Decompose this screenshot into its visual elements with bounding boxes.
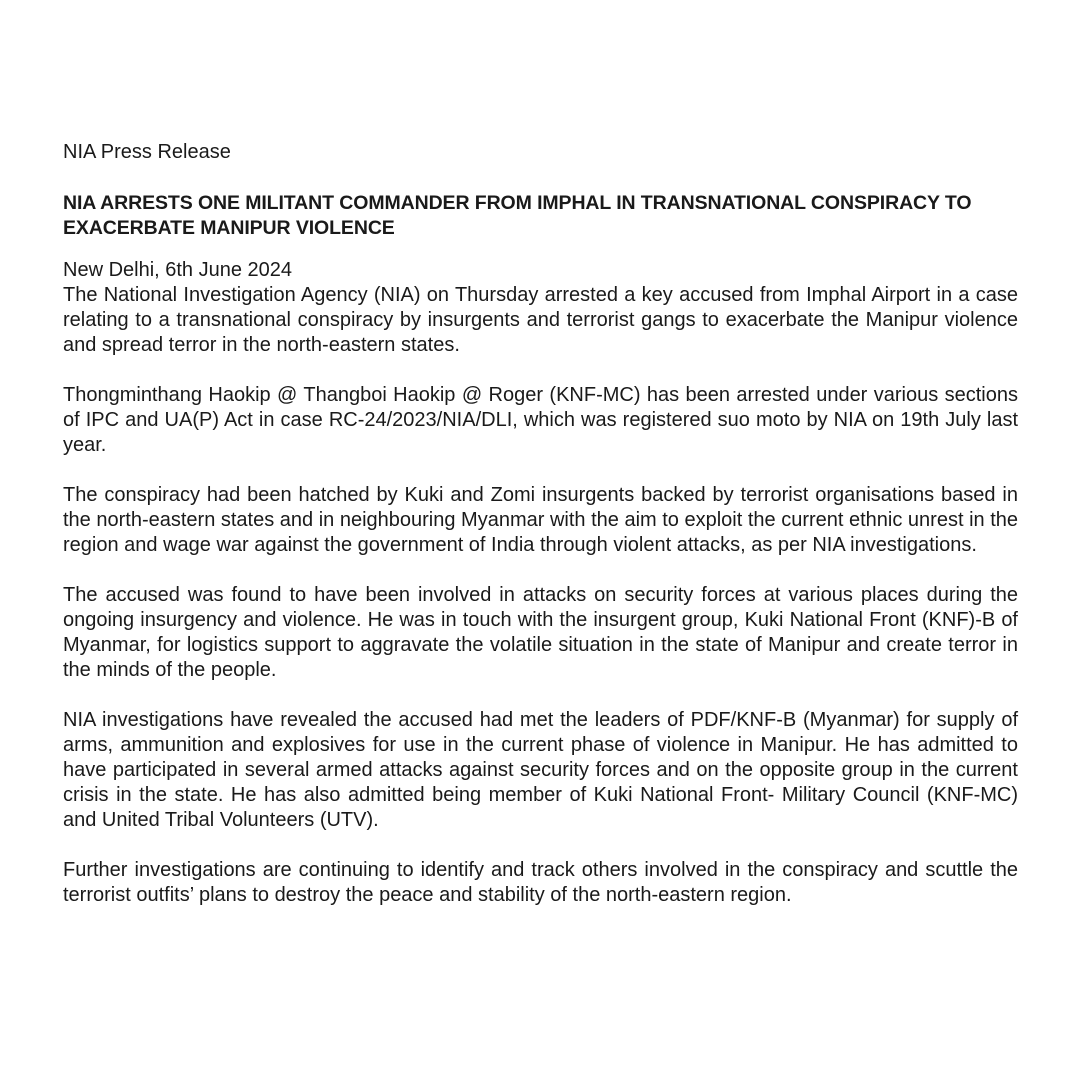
dateline: New Delhi, 6th June 2024: [63, 259, 293, 281]
paragraph-investigation-findings: NIA investigations have revealed the accused had met the leaders of PDF/KNF-B (Myanmar) for supply of arms, ammunition and explosives for use in the current phase of violence in Manipur. He has admitted to have participated in several armed attacks against security forces and on the opposite group in the current crisis in the state. He has also admitted being member of Kuki National Front- Military Council (KNF-MC) and United Tribal Volunteers (UTV).: [63, 709, 1018, 831]
paragraph-conspiracy: The conspiracy had been hatched by Kuki and Zomi insurgents backed by terrorist organisations based in the north-eastern states and in neighbouring Myanmar with the aim to exploit the current ethnic unrest in the region and wage war against the government of India through violent attacks, as per NIA investigations.: [63, 484, 1018, 556]
paragraph-accused-details: Thongminthang Haokip @ Thangboi Haokip @ Roger (KNF-MC) has been arrested under various sections of IPC and UA(P) Act in case RC-24/2023/NIA/DLI, which was registered suo moto by NIA on 19th July last year.: [63, 384, 1018, 456]
paragraph-involvement: The accused was found to have been involved in attacks on security forces at various places during the ongoing insurgency and violence. He was in touch with the insurgent group, Kuki National Front (KNF)-B of Myanmar, for logistics support to aggravate the volatile situation in the state of Manipur and create terror in the minds of the people.: [63, 584, 1018, 681]
paragraph-arrest-summary: The National Investigation Agency (NIA) on Thursday arrested a key accused from Imphal Airport in a case relating to a transnational conspiracy by insurgents and terrorist gangs to exacerbate the Manipur violence and spread terror in the north-eastern states.: [63, 284, 1018, 356]
press-release-document: [63, 140, 1018, 908]
headline: NIA ARRESTS ONE MILITANT COMMANDER FROM IMPHAL IN TRANSNATIONAL CONSPIRACY TO EXACERBATE MANIPUR VIOLENCE: [63, 192, 972, 239]
paragraph-further-investigation: Further investigations are continuing to identify and track others involved in the conspiracy and scuttle the terrorist outfits’ plans to destroy the peace and stability of the north-eastern region.: [63, 859, 1018, 906]
document-label: NIA Press Release: [63, 141, 231, 163]
